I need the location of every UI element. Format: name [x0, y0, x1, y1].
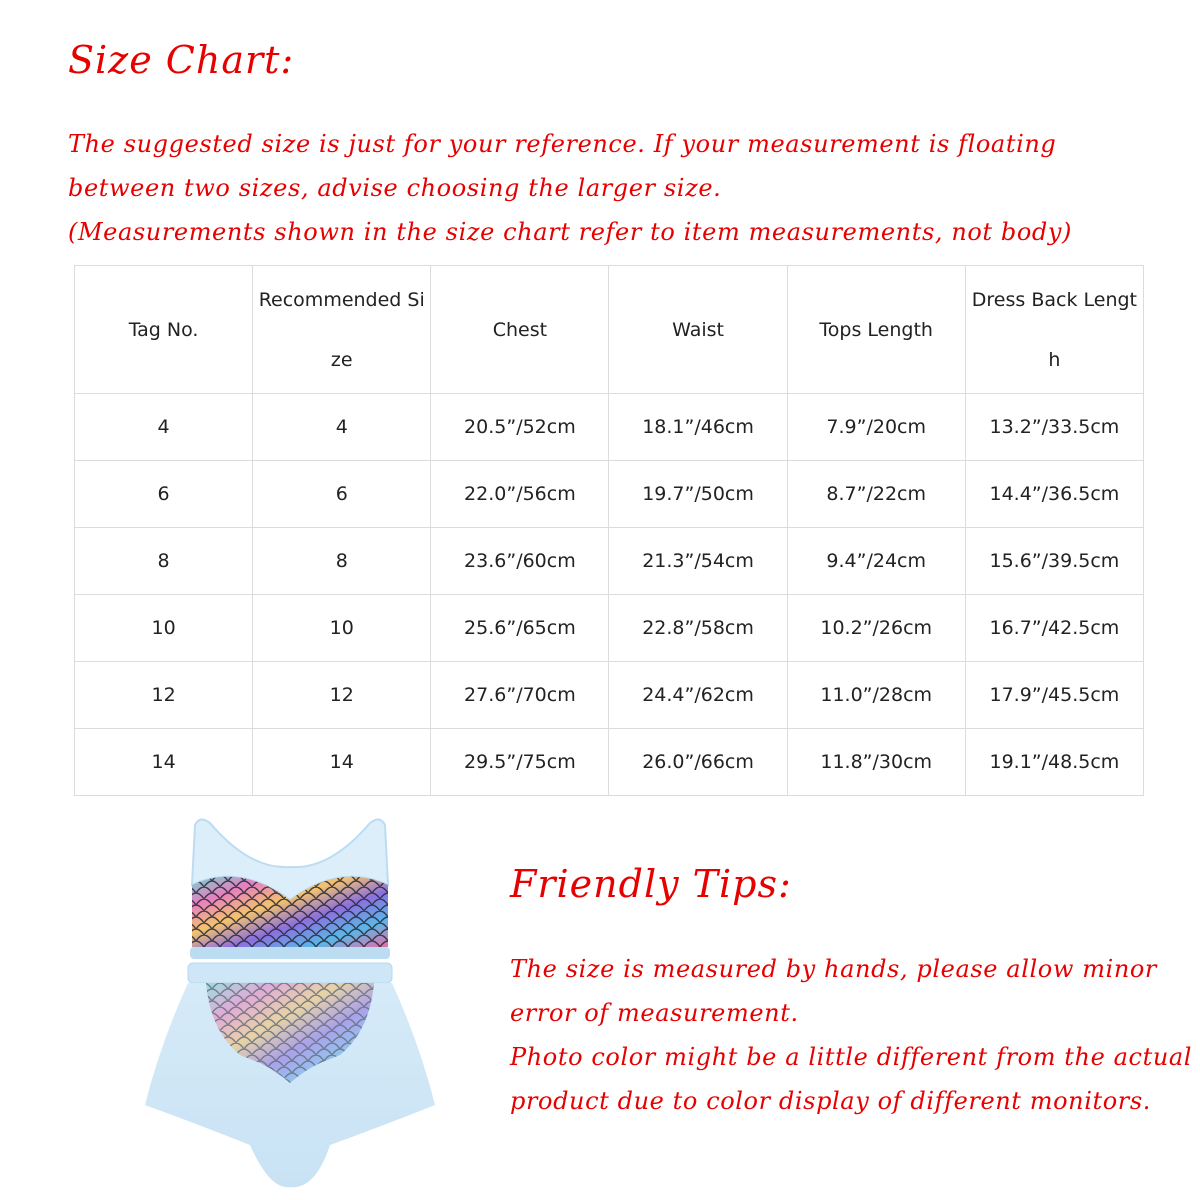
cell-tag-no: 4 — [75, 394, 253, 461]
cell-waist: 24.4”/62cm — [609, 662, 787, 729]
table-header-row — [75, 266, 1144, 394]
size-note-line: (Measurements shown in the size chart refer to item measurements, not body) — [68, 218, 1073, 246]
cell-recommended-size: 14 — [253, 729, 431, 796]
size-note-line: The suggested size is just for your reference. If your measurement is floating between two sizes, advise choosing the larger size. — [68, 130, 1057, 202]
cell-tag-no: 6 — [75, 461, 253, 528]
header-recommended-size — [253, 266, 431, 394]
table-row — [75, 528, 1144, 595]
size-table — [74, 265, 1144, 796]
cell-recommended-size: 8 — [253, 528, 431, 595]
cell-recommended-size: 10 — [253, 595, 431, 662]
header-recommended-size-label: Recommended Size — [258, 288, 425, 371]
cell-recommended-size: 4 — [253, 394, 431, 461]
size-note — [68, 122, 1168, 254]
tips-line: Photo color might be a little different from the actual product due to color display of different monitors. — [510, 1043, 1193, 1115]
header-waist: Waist — [609, 266, 787, 394]
cell-tag-no: 8 — [75, 528, 253, 595]
tips-line: The size is measured by hands, please allow minor error of measurement. — [510, 955, 1158, 1027]
cell-chest: 25.6”/65cm — [431, 595, 609, 662]
cell-chest: 29.5”/75cm — [431, 729, 609, 796]
table-row — [75, 729, 1144, 796]
cell-tag-no: 10 — [75, 595, 253, 662]
cell-tops-length: 8.7”/22cm — [787, 461, 965, 528]
crop-top — [190, 819, 390, 959]
header-dress-back-length-label: Dress Back Length — [971, 288, 1137, 371]
tips-title: Friendly Tips: — [510, 862, 792, 906]
cell-recommended-size: 12 — [253, 662, 431, 729]
cell-tops-length: 11.0”/28cm — [787, 662, 965, 729]
cell-dress-back-length: 13.2”/33.5cm — [965, 394, 1143, 461]
cell-waist: 26.0”/66cm — [609, 729, 787, 796]
cell-waist: 19.7”/50cm — [609, 461, 787, 528]
cell-chest: 23.6”/60cm — [431, 528, 609, 595]
cell-dress-back-length: 17.9”/45.5cm — [965, 662, 1143, 729]
table-row — [75, 662, 1144, 729]
cell-chest: 20.5”/52cm — [431, 394, 609, 461]
cell-recommended-size: 6 — [253, 461, 431, 528]
top-hem-band — [190, 947, 390, 959]
product-image — [140, 815, 440, 1190]
cell-dress-back-length: 19.1”/48.5cm — [965, 729, 1143, 796]
header-dress-back-length — [965, 266, 1143, 394]
cell-waist: 18.1”/46cm — [609, 394, 787, 461]
page-title: Size Chart: — [68, 38, 295, 82]
cell-tag-no: 14 — [75, 729, 253, 796]
cell-chest: 22.0”/56cm — [431, 461, 609, 528]
table-row — [75, 461, 1144, 528]
table-row — [75, 595, 1144, 662]
waistband — [188, 963, 392, 983]
table-row — [75, 394, 1144, 461]
header-tag-no: Tag No. — [75, 266, 253, 394]
cell-chest: 27.6”/70cm — [431, 662, 609, 729]
header-chest: Chest — [431, 266, 609, 394]
cell-waist: 22.8”/58cm — [609, 595, 787, 662]
cell-tops-length: 9.4”/24cm — [787, 528, 965, 595]
cell-dress-back-length: 16.7”/42.5cm — [965, 595, 1143, 662]
cell-tops-length: 7.9”/20cm — [787, 394, 965, 461]
cell-dress-back-length: 15.6”/39.5cm — [965, 528, 1143, 595]
cell-dress-back-length: 14.4”/36.5cm — [965, 461, 1143, 528]
cell-tops-length: 11.8”/30cm — [787, 729, 965, 796]
tips-body — [510, 947, 1200, 1123]
skirt — [145, 963, 435, 1187]
cell-tops-length: 10.2”/26cm — [787, 595, 965, 662]
header-tops-length: Tops Length — [787, 266, 965, 394]
cell-waist: 21.3”/54cm — [609, 528, 787, 595]
cell-tag-no: 12 — [75, 662, 253, 729]
